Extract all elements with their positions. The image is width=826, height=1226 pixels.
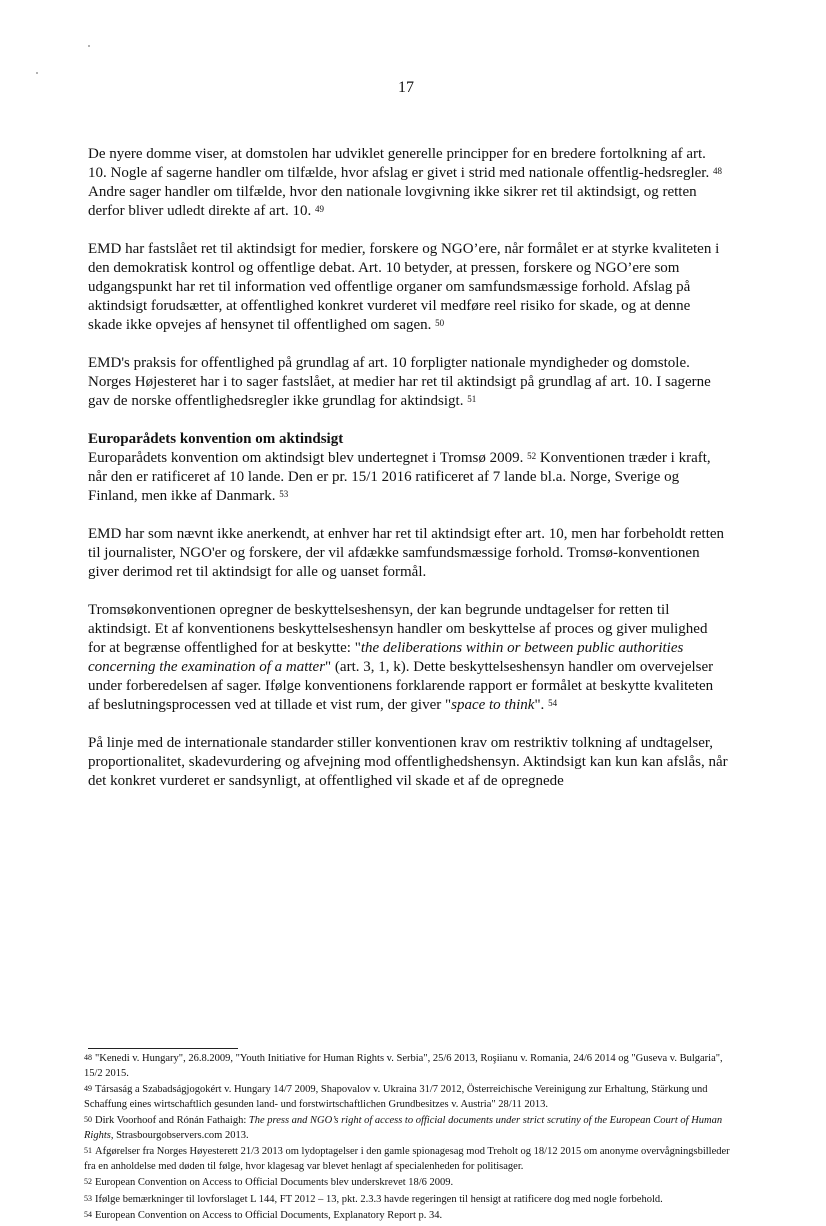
paragraph: De nyere domme viser, at domstolen har udviklet generelle principper for en bredere fortolkning af art. 10. Nogle af sagerne handler om tilfælde, hvor afslag er givet i strid med nationale offentlig-hedsregler. $^{48}$ Andre sager handler om tilfælde, hvor den nationale lovgivning ikke sikrer ret til aktindsigt, og retten derfor bliver udledt direkte af art. 10. $^{49}$ <box>88 146 722 219</box>
paragraph: Tromsøkonventionen opregner de beskyttelseshensyn, der kan begrunde undtagelser for retten til aktindsigt. Et af konventionens beskyttelseshensyn handler om beskyttelse af proces og giver mulighed for at begrænse offentlighed for at beskytte: "the deliberations within or between public authorities concerning the examination of a matter" (art. 3, 1, k). Dette beskyttelseshensyn handler om overvejelser under forberedelsen af sager. Ifølge konventionens forklarende rapport er formålet at beskytte kvaliteten af beslutningsprocessen ved at tillade et vist rum, der giver "space to think". $^{54}$ <box>88 602 714 713</box>
footnote: $^{52}$ European Convention on Access to Official Documents blev underskrevet 18/6 2009. <box>84 1177 454 1188</box>
scan-speck <box>88 45 90 47</box>
footnote: $^{53}$ Ifølge bemærkninger til lovforslaget L 144, FT 2012 – 13, pkt. 2.3.3 havde regeringen til hensigt at ratificere dog med nogle forbehold. <box>84 1193 663 1205</box>
footnote-ref[interactable]: 49 <box>315 204 324 214</box>
page-number: 17 <box>398 79 414 96</box>
footnote: $^{50}$ Dirk Voorhoof and Rónán Fathaigh: The press and NGO’s right of access to official documents under strict scrutiny of the European Court of Human Rights, Strasbourgobservers.com 2013. <box>84 1115 723 1141</box>
footnote-number: 49 <box>84 1084 92 1093</box>
footnote: $^{48}$ "Kenedi v. Hungary", 26.8.2009, "Youth Initiative for Human Rights v. Serbia", 25/6 2013, Roşiianu v. Romania, 24/6 2014 og "Guseva v. Bulgaria", 15/2 2015. <box>84 1053 723 1079</box>
footnote: $^{51}$ Afgørelser fra Norges Høyesterett 21/3 2013 om lydoptagelser i den gamle spionagesag mod Treholt og 18/12 2015 om anonyme overvågningsbilleder fra en anholdelse med døden til følge, hvor klagesag var blevet henlagt af specialenheden for politisager. <box>84 1146 730 1172</box>
footnote-ref[interactable]: 50 <box>435 318 445 328</box>
footnote: $^{54}$ European Convention on Access to Official Documents, Explanatory Report p. 34. <box>84 1210 443 1221</box>
paragraph: Europarådets konvention om aktindsigt blev undertegnet i Tromsø 2009. $^{52}$ Konventionen træder i kraft, når den er ratificeret af 10 lande. Den er pr. 15/1 2016 ratificeret af 7 lande bl.a. Norge, Sverige og Finland, men ikke af Danmark. $^{53}$ <box>88 450 711 504</box>
footnote-divider <box>88 1048 238 1049</box>
section-heading: Europarådets konvention om aktindsigt <box>88 431 344 447</box>
footnote-number: 53 <box>84 1193 92 1203</box>
footnote-ref[interactable]: 53 <box>279 489 289 499</box>
footnotes <box>84 1052 734 1226</box>
scan-speck <box>36 72 38 74</box>
quote-italic: space to think <box>451 697 535 713</box>
footnote-number: 51 <box>84 1146 92 1155</box>
paragraph: På linje med de internationale standarder stiller konventionen krav om restriktiv tolkning af undtagelser, proportionalitet, skadevurdering og afvejning mod offentlighedshensyn. Aktindsigt kan kun kan afslås, når det konkret vurderet er sandsynligt, at offentlighed vil skade et af de opregnede <box>88 735 728 789</box>
footnote-number: 54 <box>84 1210 92 1219</box>
footnote: $^{49}$ Társaság a Szabadságjogokért v. Hungary 14/7 2009, Shapovalov v. Ukraina 31/7 2012, Österreichische Vereinigung zur Erhaltung, Stärkung und Schaffung eines wirtschaftlich gesunden land- und forstwirtschaftlichen Grundbesitzes v. Austria" 28/11 2013. <box>84 1084 708 1110</box>
footnote-number: 52 <box>84 1177 92 1186</box>
footnote-ref[interactable]: 52 <box>527 451 537 461</box>
footnote-ref[interactable]: 51 <box>467 394 477 404</box>
footnote-ref[interactable]: 54 <box>548 698 558 708</box>
footnote-number: 50 <box>84 1115 92 1124</box>
paragraph: EMD's praksis for offentlighed på grundlag af art. 10 forpligter nationale myndigheder og domstole. Norges Højesteret har i to sager fastslået, at medier har ret til aktindsigt på grundlag af art. 10. I sagerne gav de norske offentlighedsregler ikke grundlag for aktindsigt. $^{51}$ <box>88 355 711 409</box>
body-text <box>88 145 728 810</box>
paragraph: EMD har som nævnt ikke anerkendt, at enhver har ret til aktindsigt efter art. 10, men har forbeholdt retten til journalister, NGO'er og forskere, der vil afdække samfundsmæssige forhold. Tromsø-konventionen giver derimod ret til aktindsigt for alle og uanset formål. <box>88 526 725 580</box>
footnote-number: 48 <box>84 1053 92 1062</box>
paragraph: EMD har fastslået ret til aktindsigt for medier, forskere og NGO’ere, når formålet er at styrke kvaliteten i den demokratisk kontrol og offentlige debat. Art. 10 betyder, at pressen, forskere og NGO’ere som udgangspunkt har ret til information ved offentlige organer om samfundsmæssige forhold. Afslag på aktindsigt forudsætter, at offentlighed konkret vurderet vil medføre reel risiko for skade, og at denne skade ikke opvejes af hensynet til offentlighed om sagen. $^{50}$ <box>88 241 720 333</box>
footnote-ref[interactable]: 48 <box>712 166 722 176</box>
quote-italic: the deliberations within or between public authorities concerning the examination of a matter <box>88 640 684 675</box>
